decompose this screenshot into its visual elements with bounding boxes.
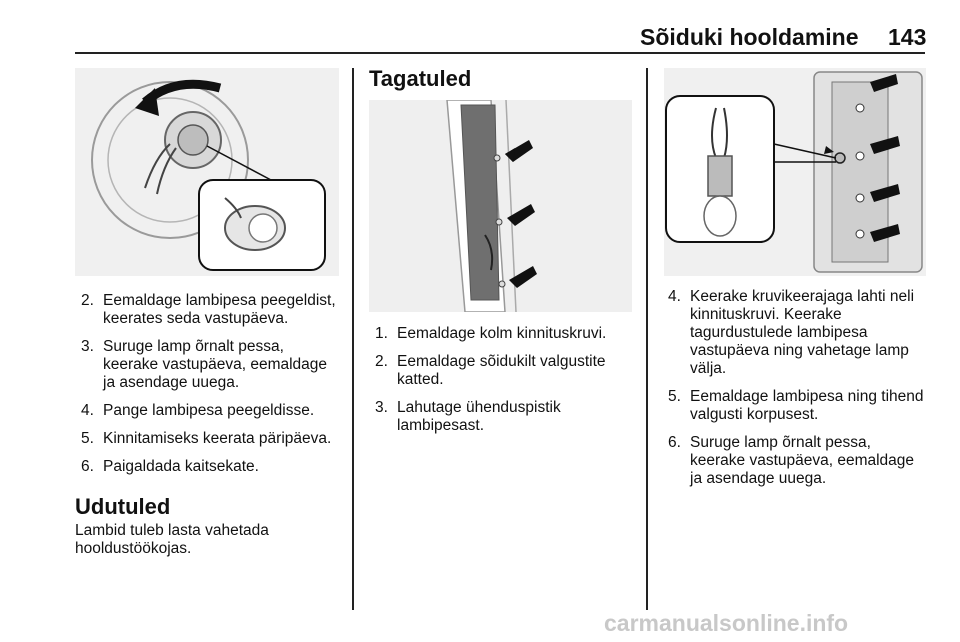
list-item — [668, 288, 930, 378]
step-number: 1. — [375, 325, 388, 342]
step-number: 4. — [668, 288, 681, 305]
list-item — [81, 458, 343, 476]
step-number: 3. — [375, 399, 388, 416]
step-number: 4. — [81, 402, 94, 419]
step-number: 2. — [375, 353, 388, 370]
list-item — [81, 338, 343, 392]
col2-step-list — [375, 325, 635, 445]
step-text: Suruge lamp õrnalt pessa, keerake vastupäeva, eemaldage ja asendage uuega. — [690, 434, 915, 487]
list-item — [81, 292, 343, 328]
step-text: Eemaldage kolm kinnituskruvi. — [397, 325, 607, 342]
header-rule — [75, 52, 925, 54]
list-item — [668, 434, 930, 488]
tail-light-screws-illustration — [664, 68, 926, 276]
list-item — [81, 430, 343, 448]
step-text: Suruge lamp õrnalt pessa, keerake vastupäeva, eemaldage ja asendage uuega. — [103, 338, 328, 391]
step-text: Kinnitamiseks keerata päripäeva. — [103, 430, 332, 447]
list-item — [668, 388, 930, 424]
step-text: Eemaldage sõidukilt valgustite katted. — [397, 353, 606, 388]
step-text: Eemaldage lambipesa peegeldist, keerates seda vastupäeva. — [103, 292, 336, 327]
watermark: carmanualsonline.info — [604, 610, 849, 636]
step-number: 6. — [668, 434, 681, 451]
column-divider-2 — [646, 68, 648, 610]
column-divider-1 — [352, 68, 354, 610]
col3-step-list — [668, 288, 930, 498]
step-text: Keerake kruvikeerajaga lahti neli kinnituskruvi. Keerake tagurdustulede lambipesa vastupäeva ning vahetage lamp välja. — [690, 288, 915, 377]
list-item — [375, 325, 635, 343]
col1-step-list — [81, 292, 343, 486]
step-number: 6. — [81, 458, 94, 475]
list-item — [375, 353, 635, 389]
page-header-title: Sõiduki hooldamine — [640, 24, 859, 50]
step-number: 5. — [81, 430, 94, 447]
tail-light-cover-illustration — [369, 100, 632, 312]
step-number: 5. — [668, 388, 681, 405]
section-paragraph: Lambid tuleb lasta vahetada hooldustöökojas. — [75, 522, 269, 557]
list-item — [375, 399, 635, 435]
step-text: Pange lambipesa peegeldisse. — [103, 402, 315, 419]
section-heading-tagatuled: Tagatuled — [369, 66, 472, 91]
list-item — [81, 402, 343, 420]
headlamp-bulb-illustration — [75, 68, 339, 276]
step-number: 3. — [81, 338, 94, 355]
step-number: 2. — [81, 292, 94, 309]
page-number: 143 — [888, 24, 927, 50]
section-heading-udutuled: Udutuled — [75, 494, 171, 519]
step-text: Paigaldada kaitsekate. — [103, 458, 259, 475]
step-text: Eemaldage lambipesa ning tihend valgusti korpusest. — [690, 388, 924, 423]
step-text: Lahutage ühenduspistik lambipesast. — [397, 399, 561, 434]
